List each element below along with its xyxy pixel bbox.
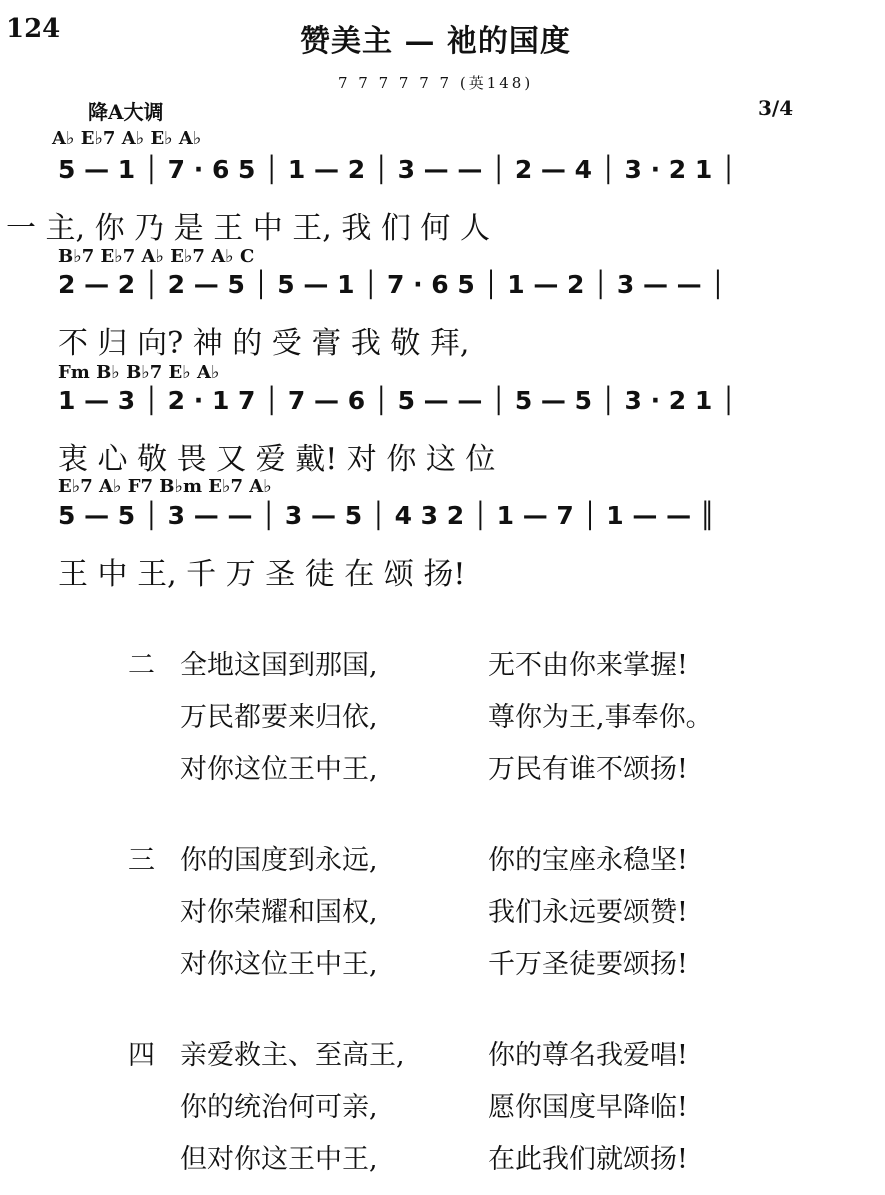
lyrics-line-2: 不 归 向? 神 的 受 膏 我 敬 拜, (58, 326, 470, 361)
verse-text: 我们永远要颂赞! (488, 897, 688, 928)
verse-text: 你的宝座永稳坚! (488, 845, 688, 876)
verse-text: 但对你这王中王, (180, 1144, 378, 1175)
verse-text: 愿你国度早降临! (488, 1092, 688, 1123)
verse-text: 对你荣耀和国权, (180, 897, 378, 928)
verse-text: 全地这国到那国, (180, 650, 378, 681)
chord-line-3: Fm B♭ B♭7 E♭ A♭ (58, 362, 220, 383)
notes-line-4: 5 — 5 │ 3 — — │ 3 — 5 │ 4 3 2 │ 1 — 7 │ 1 — — ║ (58, 501, 715, 530)
time-signature: 3/4 (758, 96, 794, 120)
verse-text: 万民有谁不颂扬! (488, 754, 688, 785)
chord-line-2: B♭7 E♭7 A♭ E♭7 A♭ C (58, 246, 255, 267)
verse-text: 亲爱救主、至高王, (180, 1040, 405, 1071)
verse-text: 在此我们就颂扬! (488, 1144, 688, 1175)
verse-3 (128, 835, 688, 991)
verse-4 (128, 1030, 688, 1186)
notes-line-2: 2 — 2 │ 2 — 5 │ 5 — 1 │ 7 · 6 5 │ 1 — 2 │ 3 — — │ (58, 270, 726, 299)
hymn-title: 赞美主 — 祂的国度 (300, 24, 571, 59)
key-signature: 降A大调 (88, 100, 164, 124)
verse-text: 你的国度到永远, (180, 845, 378, 876)
page-number: 124 (6, 14, 61, 44)
verse-text: 你的统治何可亲, (180, 1092, 378, 1123)
verse-text: 对你这位王中王, (180, 754, 378, 785)
verse-number: 二 (128, 650, 155, 681)
verse-text: 无不由你来掌握! (488, 650, 688, 681)
lyrics-line-1: 一 主, 你 乃 是 王 中 王, 我 们 何 人 (6, 211, 490, 246)
notes-line-1: 5 — 1 │ 7 · 6 5 │ 1 — 2 │ 3 — — │ 2 — 4 │ 3 · 2 1 │ (58, 155, 737, 184)
meter-line: 7 7 7 7 7 7 (英148) (338, 74, 534, 92)
notes-line-3: 1 — 3 │ 2 · 1 7 │ 7 — 6 │ 5 — — │ 5 — 5 │ 3 · 2 1 │ (58, 386, 737, 415)
verse-text: 万民都要来归依, (180, 702, 378, 733)
verse-text: 千万圣徒要颂扬! (488, 949, 688, 980)
verse-text: 你的尊名我爱唱! (488, 1040, 688, 1071)
verse-text: 尊你为王,事奉你。 (488, 702, 713, 733)
verse-number: 三 (128, 845, 155, 876)
chord-line-4: E♭7 A♭ F7 B♭m E♭7 A♭ (58, 476, 272, 497)
lyrics-line-3: 衷 心 敬 畏 又 爱 戴! 对 你 这 位 (58, 442, 496, 477)
lyrics-line-4: 王 中 王, 千 万 圣 徒 在 颂 扬! (58, 557, 466, 592)
verse-text: 对你这位王中王, (180, 949, 378, 980)
chord-line-1: A♭ E♭7 A♭ E♭ A♭ (52, 128, 202, 149)
verse-number: 四 (128, 1040, 155, 1071)
verse-2 (128, 640, 713, 796)
